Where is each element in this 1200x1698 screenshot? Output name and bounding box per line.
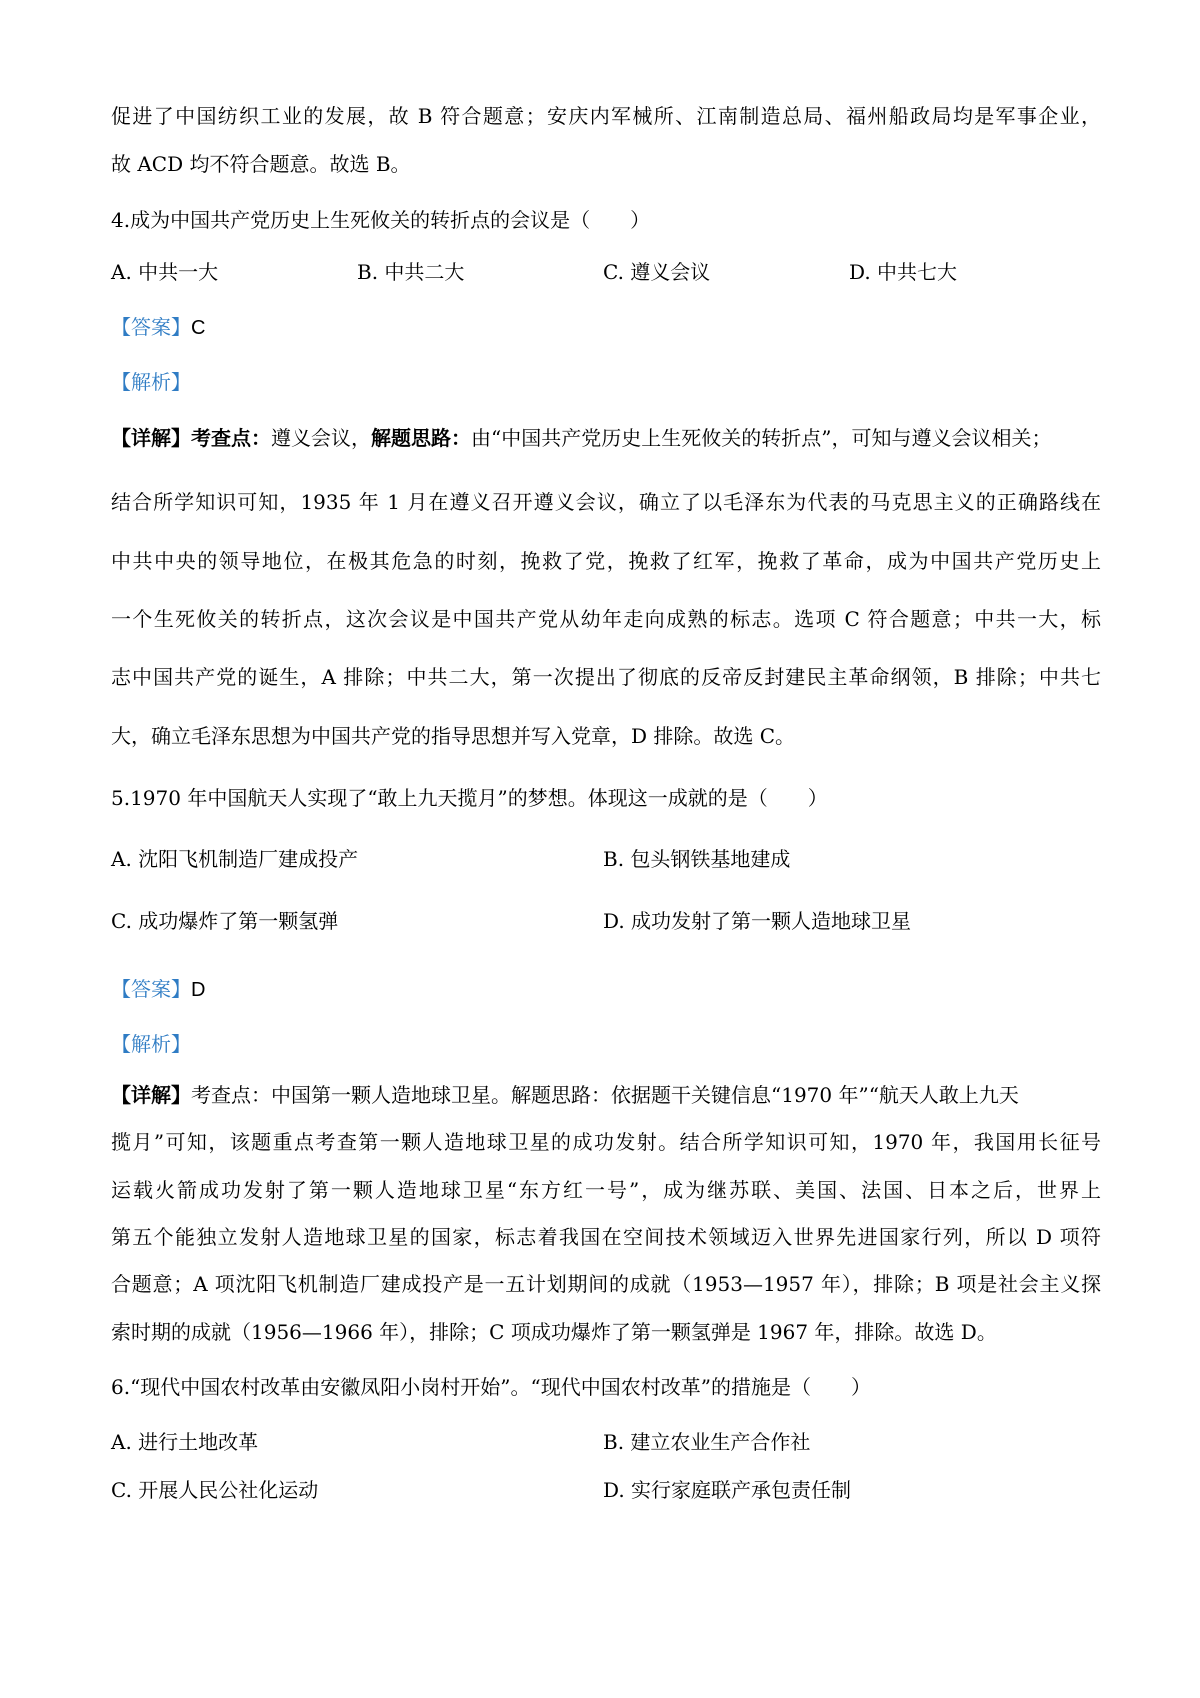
q5-answer-label: 【答案】 — [111, 977, 191, 1001]
q4-option-b: B. 中共二大 — [357, 260, 465, 284]
q4-answer-label: 【答案】 — [111, 315, 191, 339]
q4-question: 4.成为中国共产党历史上生死攸关的转折点的会议是（ ） — [111, 208, 651, 232]
q5-option-b: B. 包头钢铁基地建成 — [603, 847, 791, 871]
q4-answer — [111, 313, 1101, 342]
q5-detail-line-4: 第五个能独立发射人造地球卫星的国家，标志着我国在空间技术领域迈入世界先进国家行列，所以 D 项符 — [111, 1225, 1101, 1249]
q4-kp-label: 考查点： — [191, 426, 271, 450]
q5-option-d: D. 成功发射了第一颗人造地球卫星 — [603, 909, 912, 933]
q5-detail-label: 【详解】 — [111, 1083, 191, 1107]
q4-detail-line-5: 志中国共产党的诞生，A 排除；中共二大，第一次提出了彻底的反帝反封建民主革命纲领，B 排除；中共七 — [111, 665, 1101, 689]
q4-detail-line-1 — [111, 424, 1101, 452]
q5-analysis-label: 【解析】 — [111, 1032, 191, 1056]
q5-detail-line-5: 合题意；A 项沈阳飞机制造厂建成投产是一五计划期间的成就（1953—1957 年），排除；B 项是社会主义探 — [111, 1272, 1101, 1296]
intro-line-1: 促进了中国纺织工业的发展，故 B 符合题意；安庆内军械所、江南制造总局、福州船政局均是军事企业， — [111, 104, 1101, 128]
q5-detail-line-1 — [111, 1081, 1101, 1109]
q6-option-a: A. 进行土地改革 — [111, 1430, 259, 1454]
q5-answer — [111, 975, 1101, 1004]
q4-option-a: A. 中共一大 — [111, 260, 219, 284]
q5-question: 5.1970 年中国航天人实现了“敢上九天揽月”的梦想。体现这一成就的是（ ） — [111, 786, 828, 810]
q5-option-c: C. 成功爆炸了第一颗氢弹 — [111, 909, 339, 933]
q6-option-c: C. 开展人民公社化运动 — [111, 1478, 319, 1502]
q5-detail-line-3: 运载火箭成功发射了第一颗人造地球卫星“东方红一号”，成为继苏联、美国、法国、日本之后，世界上 — [111, 1178, 1101, 1202]
q5-detail-line-2: 揽月”可知，该题重点考查第一颗人造地球卫星的成功发射。结合所学知识可知，1970 年，我国用长征号 — [111, 1130, 1101, 1154]
q4-kp-value: 遵义会议， — [271, 426, 371, 450]
q4-detail-line-6: 大，确立毛泽东思想为中国共产党的指导思想并写入党章，D 排除。故选 C。 — [111, 724, 796, 748]
q5-detail-rest: 考查点：中国第一颗人造地球卫星。解题思路：依据题干关键信息“1970 年”“航天人敢上九天 — [191, 1083, 1019, 1107]
q5-detail-line-6: 索时期的成就（1956—1966 年），排除；C 项成功爆炸了第一颗氢弹是 1967 年，排除。故选 D。 — [111, 1320, 997, 1344]
q5-option-a: A. 沈阳飞机制造厂建成投产 — [111, 847, 359, 871]
q6-option-d: D. 实行家庭联产承包责任制 — [603, 1478, 852, 1502]
q4-idea-label: 解题思路： — [371, 426, 471, 450]
q4-detail-line-4: 一个生死攸关的转折点，这次会议是中国共产党从幼年走向成熟的标志。选项 C 符合题意；中共一大，标 — [111, 607, 1101, 631]
q6-question: 6.“现代中国农村改革由安徽凤阳小岗村开始”。“现代中国农村改革”的措施是（ ） — [111, 1375, 871, 1399]
q4-option-d: D. 中共七大 — [849, 260, 958, 284]
q4-answer-value: C — [191, 317, 206, 339]
q4-detail-label: 【详解】 — [111, 426, 191, 450]
q6-option-b: B. 建立农业生产合作社 — [603, 1430, 811, 1454]
q4-detail-rest: 由“中国共产党历史上生死攸关的转折点”，可知与遵义会议相关； — [471, 426, 1052, 450]
q4-detail-line-3: 中共中央的领导地位，在极其危急的时刻，挽救了党，挽救了红军，挽救了革命，成为中国共产党历史上 — [111, 549, 1101, 573]
q4-detail-line-2: 结合所学知识可知，1935 年 1 月在遵义召开遵义会议，确立了以毛泽东为代表的马克思主义的正确路线在 — [111, 490, 1101, 514]
intro-line-2: 故 ACD 均不符合题意。故选 B。 — [111, 152, 411, 176]
q4-option-c: C. 遵义会议 — [603, 260, 711, 284]
q5-answer-value: D — [191, 979, 206, 1001]
q4-analysis-label: 【解析】 — [111, 370, 191, 394]
